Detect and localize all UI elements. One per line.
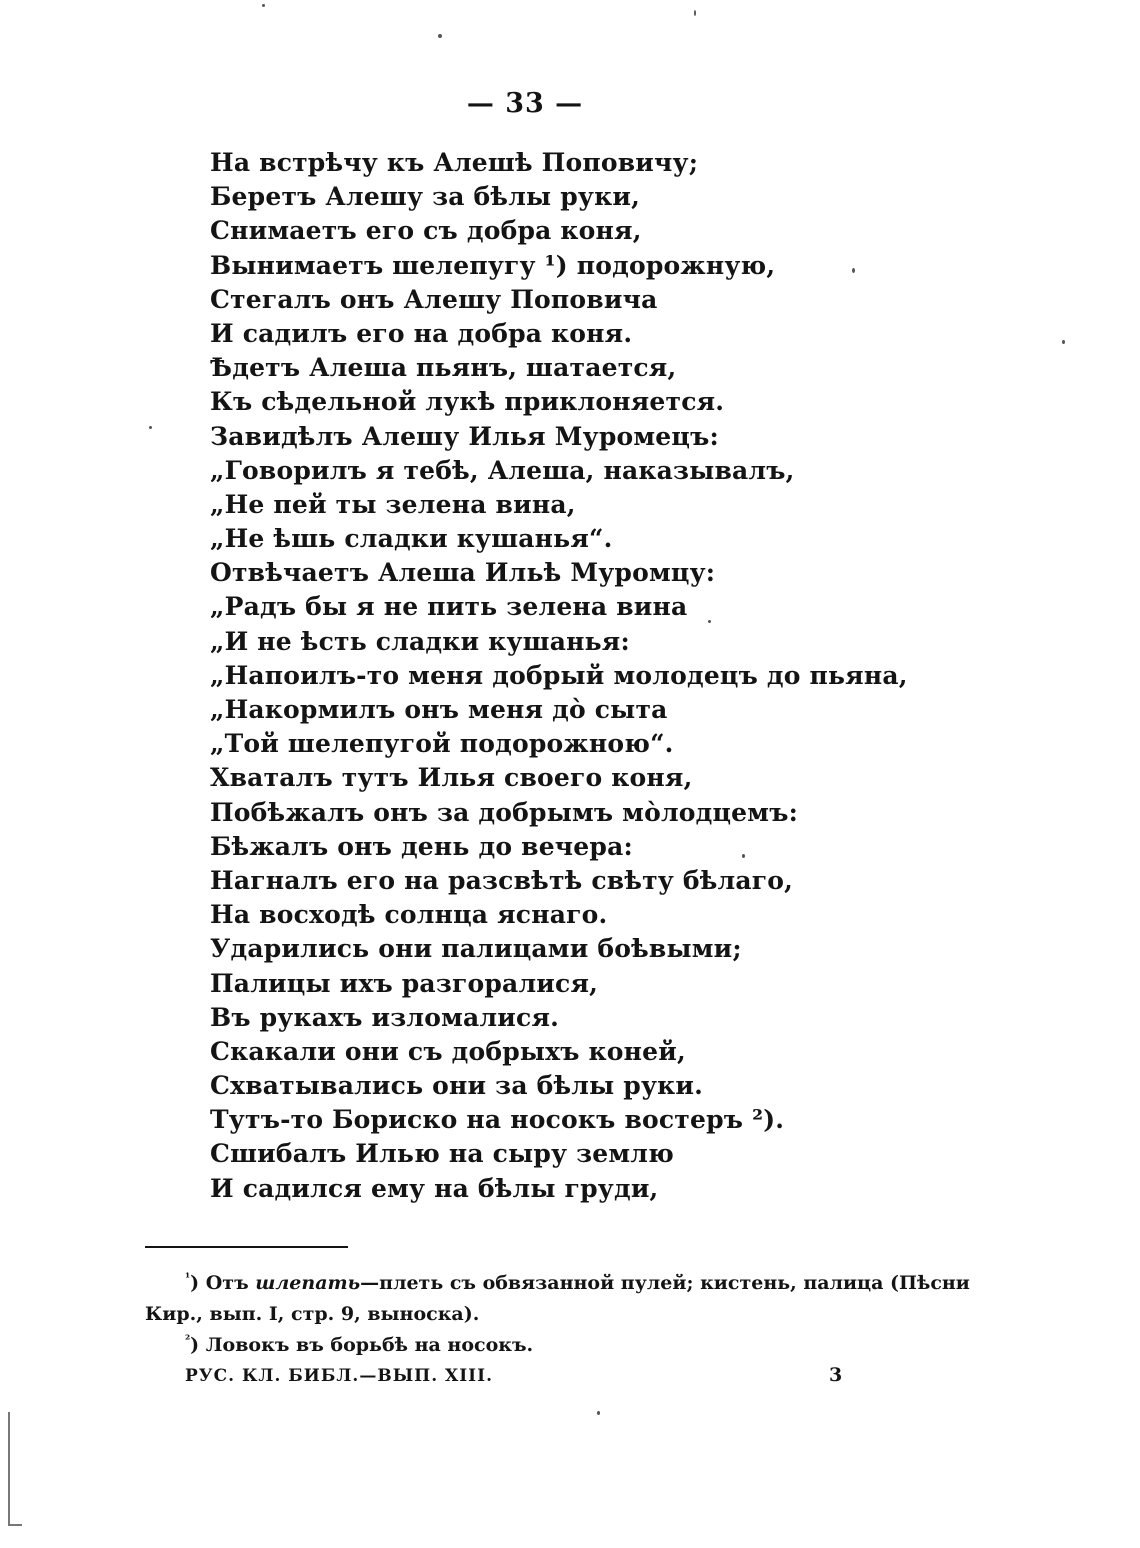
scan-edge-mark xyxy=(8,1524,22,1526)
verse-line: „Напоилъ-то меня добрый молодецъ до пьяна, xyxy=(210,660,908,690)
page-number: — 33 — xyxy=(466,88,584,119)
footnote-2-mark: ² xyxy=(185,1332,191,1347)
scan-edge-mark xyxy=(8,1412,10,1524)
footnote-2 xyxy=(145,1330,925,1361)
footnote-divider xyxy=(145,1246,348,1248)
verse-line: „Не ѣшь сладки кушанья“. xyxy=(210,524,613,554)
verse-line: И садилъ его на добра коня. xyxy=(210,318,633,348)
verse-line: На восходѣ солнца яснаго. xyxy=(210,900,608,930)
verse-line: Скакали они съ добрыхъ коней, xyxy=(210,1036,686,1066)
footnote-1-prefix: ) Отъ xyxy=(190,1272,256,1294)
verse-line: Бѣжалъ онъ день до вечера: xyxy=(210,831,633,861)
verse-line: Ѣдетъ Алеша пьянъ, шатается, xyxy=(210,353,677,383)
verse-line: „Той шелепугой подорожною“. xyxy=(210,729,674,759)
verse-line: На встрѣчу къ Алешѣ Поповичу; xyxy=(210,148,699,177)
footnote-1-text: —плеть съ обвязанной пулей; кистень, палица (Пѣсни xyxy=(360,1272,970,1294)
printer-signature: РУС. КЛ. БИБЛ.—ВЫП. XIII. xyxy=(185,1366,493,1386)
poem-text xyxy=(210,146,1010,1206)
scan-speck xyxy=(694,10,696,16)
verse-line: Сшибалъ Илью на сыру землю xyxy=(210,1139,674,1169)
verse-line: Отвѣчаетъ Алеша Ильѣ Муромцу: xyxy=(210,558,716,588)
verse-line: Завидѣлъ Алешу Илья Муромецъ: xyxy=(210,421,719,451)
footnote-1-mark: ¹ xyxy=(185,1270,191,1285)
footnote-2-text: ) Ловокъ въ борьбѣ на носокъ. xyxy=(190,1334,534,1356)
verse-line: Вынимаетъ шелепугу ¹) подорожную, xyxy=(210,250,776,280)
verse-line: Стегалъ онъ Алешу Поповича xyxy=(210,284,658,314)
verse-line: Тутъ-то Бориско на носокъ востеръ ²). xyxy=(210,1105,785,1135)
footnote-1-continuation: Кир., вып. I, стр. 9, выноска). xyxy=(145,1303,480,1325)
scan-speck xyxy=(1062,340,1065,344)
verse-line: „Говорилъ я тебѣ, Алеша, наказывалъ, xyxy=(210,455,795,485)
verse-line: „И не ѣсть сладки кушанья: xyxy=(210,626,630,656)
sheet-number: 3 xyxy=(829,1364,843,1386)
verse-line: „Радъ бы я не пить зелена вина xyxy=(210,592,688,622)
scan-speck xyxy=(852,268,855,273)
footnote-1-term: шлепать xyxy=(255,1272,361,1294)
verse-line: Хваталъ тутъ Илья своего коня, xyxy=(210,763,693,793)
verse-line: Къ сѣдельной лукѣ приклоняется. xyxy=(210,387,725,417)
verse-line: Палицы ихъ разгоралися, xyxy=(210,968,599,998)
scan-speck xyxy=(597,1411,600,1415)
verse-line: Въ рукахъ изломалися. xyxy=(210,1002,560,1032)
scan-speck xyxy=(708,620,711,623)
verse-line: Побѣжалъ онъ за добрымъ мòлодцемъ: xyxy=(210,797,799,827)
verse-line: „Накормилъ онъ меня дò сыта xyxy=(210,695,668,724)
scan-speck xyxy=(149,426,152,429)
verse-line: Нагналъ его на разсвѣтѣ свѣту бѣлаго, xyxy=(210,865,794,895)
verse-line: Беретъ Алешу за бѣлы руки, xyxy=(210,182,640,212)
scan-speck xyxy=(742,854,745,858)
verse-line: И садился ему на бѣлы груди, xyxy=(210,1173,659,1203)
verse-line: „Не пей ты зелена вина, xyxy=(210,489,576,519)
verse-line: Ударились они палицами боѣвыми; xyxy=(210,934,742,964)
scan-speck xyxy=(438,34,442,38)
footnote-1 xyxy=(145,1268,970,1299)
verse-line: Схватывались они за бѣлы руки. xyxy=(210,1071,704,1101)
footnotes xyxy=(145,1268,970,1361)
scan-speck xyxy=(262,4,265,7)
verse-line: Снимаетъ его съ добра коня, xyxy=(210,216,642,246)
